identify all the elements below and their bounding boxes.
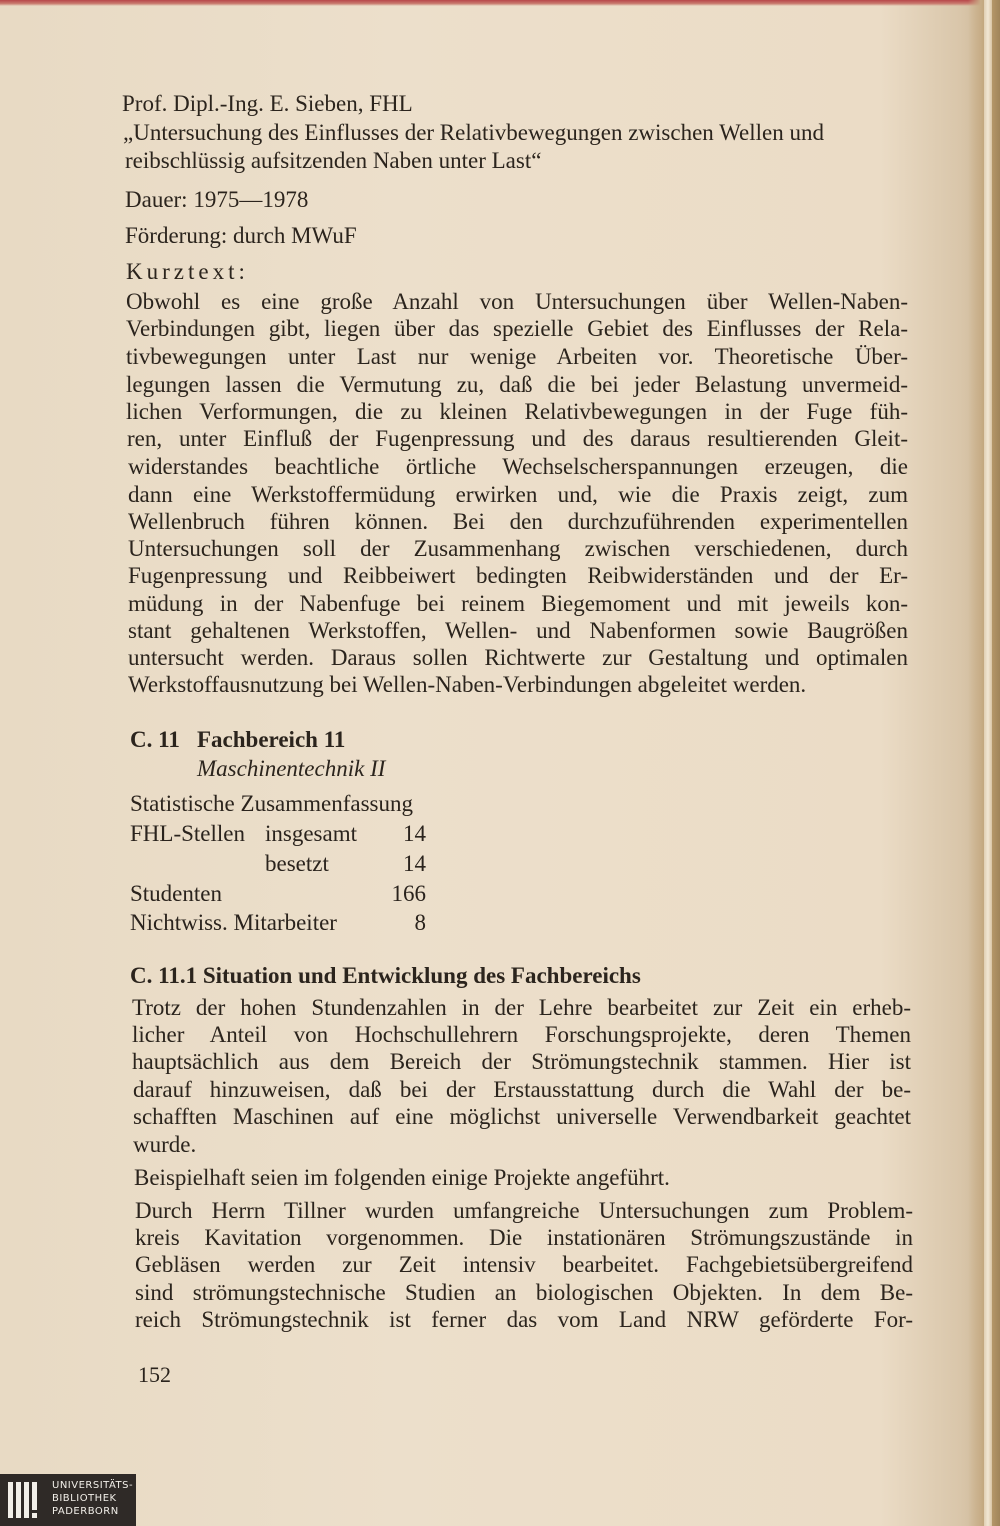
- project-author: Prof. Dipl.-Ing. E. Sieben, FHL: [122, 91, 413, 116]
- abstract-heading: Kurztext:: [126, 259, 249, 284]
- section-subtitle: Maschinentechnik II: [197, 756, 386, 781]
- paragraph-line: darauf hinzuweisen, daß bei der Erstausstattung durch die Wahl der be-: [133, 1077, 911, 1102]
- paragraph-line: Durch Herrn Tillner wurden umfangreiche Untersuchungen zum Problem-: [135, 1198, 913, 1223]
- paragraph-line: schafften Maschinen auf eine möglichst universelle Verwendbarkeit geachtet: [133, 1104, 911, 1129]
- paragraph-line: licher Anteil von Hochschullehrern Forschungsprojekte, deren Themen: [132, 1022, 911, 1047]
- paragraph-line: sind strömungstechnische Studien an biologischen Objekten. In dem Be-: [135, 1280, 913, 1305]
- project-title-line-1: „Untersuchung des Einflusses der Relativbewegungen zwischen Wellen und: [123, 120, 824, 145]
- abstract-line: legungen lassen die Vermutung zu, daß die bei jeder Belastung unvermeid-: [126, 372, 908, 397]
- abstract-line: tivbewegungen unter Last nur wenige Arbeiten vor. Theoretische Über-: [126, 344, 908, 369]
- stats-sublabel: besetzt: [265, 851, 329, 876]
- stats-label: Nichtwiss. Mitarbeiter: [130, 910, 337, 935]
- abstract-line: Untersuchungen soll der Zusammenhang zwischen verschiedenen, durch: [128, 536, 908, 561]
- library-logo-line: UNIVERSITÄTS-: [52, 1480, 134, 1491]
- section-title: Fachbereich 11: [197, 727, 346, 752]
- abstract-line: müdung in der Nabenfuge bei reinem Biegemoment und mit jeweils kon-: [128, 591, 908, 616]
- page-number: 152: [138, 1362, 171, 1387]
- stats-heading: Statistische Zusammenfassung: [130, 791, 413, 816]
- stats-value: 166: [391, 881, 426, 906]
- library-logo-text: [52, 1479, 133, 1518]
- abstract-line: lichen Verformungen, die zu kleinen Relativbewegungen in der Fuge füh-: [126, 399, 908, 424]
- subsection-heading: C. 11.1 Situation und Entwicklung des Fachbereichs: [130, 963, 641, 988]
- abstract-line: Fugenpressung und Reibbeiwert bedingten Reibwiderständen und der Er-: [128, 563, 908, 588]
- library-logo-line: PADERBORN: [52, 1506, 119, 1517]
- abstract-line: dann eine Werkstoffermüdung erwirken und, wie die Praxis zeigt, zum: [128, 482, 908, 507]
- library-logo-bars-icon: [8, 1482, 46, 1518]
- stats-label: Studenten: [130, 881, 222, 906]
- project-title-line-2: reibschlüssig aufsitzenden Naben unter Last“: [125, 148, 542, 173]
- library-logo-line: BIBLIOTHEK: [52, 1493, 117, 1504]
- library-logo: [0, 1474, 136, 1526]
- paragraph-line: reich Strömungstechnik ist ferner das vom Land NRW geförderte For-: [135, 1307, 913, 1332]
- stats-sublabel: insgesamt: [265, 821, 357, 846]
- abstract-line: stant gehaltenen Werkstoffen, Wellen- und Nabenformen sowie Baugrößen: [128, 618, 908, 643]
- abstract-line: ren, unter Einfluß der Fugenpressung und des daraus resultierenden Gleit-: [127, 426, 908, 451]
- section-number: C. 11: [130, 727, 180, 752]
- subsection-paragraph-2: Beispielhaft seien im folgenden einige Projekte angeführt.: [134, 1165, 670, 1190]
- stats-label: FHL-Stellen: [130, 821, 245, 846]
- abstract-line: Verbindungen gibt, liegen über das spezielle Gebiet des Einflusses der Rela-: [126, 316, 908, 341]
- paragraph-line: kreis Kavitation vorgenommen. Die instationären Strömungszustände in: [135, 1225, 913, 1250]
- paragraph-line: wurde.: [133, 1132, 197, 1157]
- abstract-line: Werkstoffausnutzung bei Wellen-Naben-Verbindungen abgeleitet werden.: [128, 672, 807, 697]
- project-funding: Förderung: durch MWuF: [125, 223, 357, 248]
- abstract-line: widerstandes beachtliche örtliche Wechselscherspannungen erzeugen, die: [128, 454, 908, 479]
- stats-value: 8: [414, 910, 426, 935]
- paragraph-line: Trotz der hohen Stundenzahlen in der Lehre bearbeitet zur Zeit ein erheb-: [132, 995, 911, 1020]
- stats-value: 14: [403, 821, 426, 846]
- project-duration: Dauer: 1975—1978: [125, 187, 309, 212]
- abstract-line: untersucht werden. Daraus sollen Richtwerte zur Gestaltung und optimalen: [128, 645, 908, 670]
- paragraph-line: hauptsächlich aus dem Bereich der Strömungstechnik stammen. Hier ist: [132, 1049, 911, 1074]
- abstract-line: Wellenbruch führen können. Bei den durchzuführenden experimentellen: [128, 509, 908, 534]
- paragraph-line: Gebläsen werden zur Zeit intensiv bearbeitet. Fachgebietsübergreifend: [135, 1252, 913, 1277]
- abstract-line: Obwohl es eine große Anzahl von Untersuchungen über Wellen-Naben-: [126, 289, 908, 314]
- stats-value: 14: [403, 851, 426, 876]
